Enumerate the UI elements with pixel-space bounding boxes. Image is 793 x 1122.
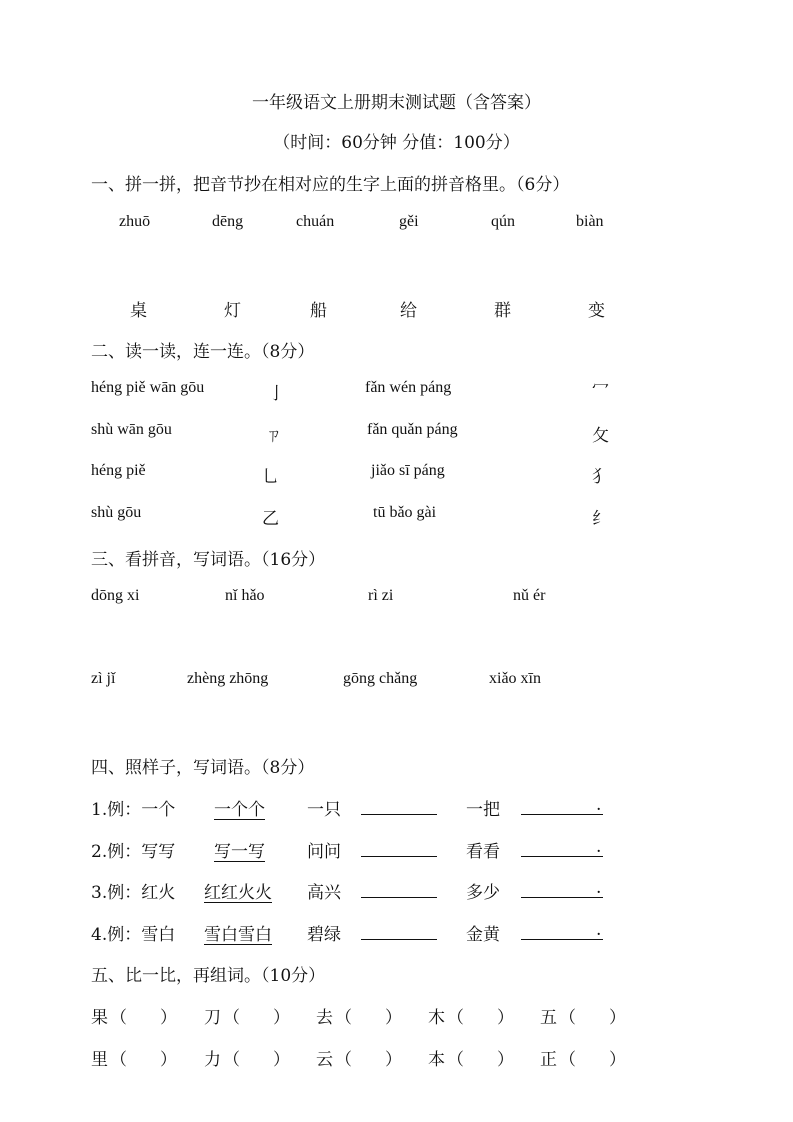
radical-pinyin-4: tū bǎo gài [373, 504, 437, 521]
compare-char-8: 云 [316, 1050, 333, 1070]
paren-open: （ [559, 1050, 576, 1070]
example-answer-3: 红红火火 [204, 883, 272, 903]
word-pinyin-6: zhèng zhōng [187, 670, 269, 687]
char-4: 给 [400, 301, 417, 321]
radical-pinyin-2: fǎn quǎn páng [367, 421, 458, 438]
paren-close: ） [497, 1050, 514, 1070]
char-5: 群 [494, 301, 511, 321]
section-1-heading: 一、拼一拼，把音节抄在相对应的生字上面的拼音格里。（6分） [91, 175, 570, 195]
paren-close: ） [160, 1050, 177, 1070]
section-4-heading: 四、照样子，写词语。（8分） [91, 758, 315, 778]
question-4b: 金黄 [466, 925, 500, 945]
paren-close: ） [273, 1008, 290, 1028]
example-1: 1.例：一个 [91, 800, 176, 820]
radical-2: 攵 [592, 426, 609, 446]
stroke-2: ㄗ [265, 426, 282, 446]
word-pinyin-4: nǔ ér [513, 587, 546, 604]
paren-close: ） [497, 1008, 514, 1028]
word-pinyin-7: gōng chǎng [343, 670, 418, 687]
word-pinyin-5: zì jǐ [91, 670, 116, 687]
answer-blank-2a[interactable] [361, 856, 437, 857]
answer-blank-3b[interactable] [521, 897, 603, 898]
radical-1: 冖 [592, 379, 609, 399]
answer-blank-3a[interactable] [361, 897, 437, 898]
word-pinyin-2: nǐ hǎo [225, 587, 265, 604]
question-3b: 多少 [466, 883, 500, 903]
paren-close: ） [609, 1050, 626, 1070]
answer-blank-4b[interactable] [521, 939, 603, 940]
paren-close: ） [273, 1050, 290, 1070]
paren-close: ） [160, 1008, 177, 1028]
stroke-pinyin-4: shù gōu [91, 504, 142, 521]
paren-open: （ [223, 1008, 240, 1028]
pinyin-2: dēng [212, 213, 244, 230]
pinyin-1: zhuō [119, 213, 151, 230]
pinyin-3: chuán [296, 213, 335, 230]
end-mark: . [596, 920, 602, 940]
question-1b: 一把 [466, 800, 500, 820]
compare-char-6: 里 [91, 1050, 108, 1070]
paren-open: （ [335, 1050, 352, 1070]
stroke-pinyin-1: héng piě wān gōu [91, 379, 205, 396]
exam-info: （时间：60分钟 分值：100分） [273, 133, 520, 153]
compare-char-5: 五 [540, 1008, 557, 1028]
question-1a: 一只 [307, 800, 341, 820]
pinyin-4: gěi [399, 213, 419, 230]
answer-blank-1a[interactable] [361, 814, 437, 815]
stroke-4: 乙 [262, 509, 279, 529]
answer-blank-1b[interactable] [521, 814, 603, 815]
question-3a: 高兴 [307, 883, 341, 903]
stroke-3: 乚 [262, 467, 279, 487]
char-1: 桌 [130, 301, 147, 321]
paren-open: （ [447, 1050, 464, 1070]
question-2b: 看看 [466, 842, 500, 862]
paren-open: （ [110, 1008, 127, 1028]
compare-char-9: 本 [428, 1050, 445, 1070]
radical-3: 犭 [592, 467, 609, 487]
example-answer-1: 一个个 [214, 800, 265, 820]
paren-close: ） [609, 1008, 626, 1028]
answer-blank-2b[interactable] [521, 856, 603, 857]
page-title: 一年级语文上册期末测试题（含答案） [252, 93, 541, 113]
answer-blank-4a[interactable] [361, 939, 437, 940]
stroke-pinyin-2: shù wān gōu [91, 421, 172, 438]
stroke-pinyin-3: héng piě [91, 462, 146, 479]
paren-open: （ [559, 1008, 576, 1028]
question-2a: 问问 [307, 842, 341, 862]
stroke-1: 亅 [268, 384, 285, 404]
paren-open: （ [110, 1050, 127, 1070]
paren-open: （ [223, 1050, 240, 1070]
compare-char-10: 正 [540, 1050, 557, 1070]
compare-char-2: 刀 [204, 1008, 221, 1028]
paren-close: ） [385, 1050, 402, 1070]
section-2-heading: 二、读一读，连一连。（8分） [91, 342, 315, 362]
char-3: 船 [310, 301, 327, 321]
compare-char-4: 木 [428, 1008, 445, 1028]
radical-pinyin-3: jiǎo sī páng [371, 462, 445, 479]
section-3-heading: 三、看拼音，写词语。（16分） [91, 550, 326, 570]
paren-open: （ [447, 1008, 464, 1028]
word-pinyin-3: rì zi [368, 587, 394, 604]
pinyin-5: qún [491, 213, 515, 230]
paren-open: （ [335, 1008, 352, 1028]
word-pinyin-8: xiǎo xīn [489, 670, 541, 687]
radical-pinyin-1: fǎn wén páng [365, 379, 452, 396]
example-4: 4.例：雪白 [91, 925, 176, 945]
pinyin-6: biàn [576, 213, 604, 230]
paren-close: ） [385, 1008, 402, 1028]
end-mark: . [596, 878, 602, 898]
end-mark: . [596, 795, 602, 815]
end-mark: . [596, 837, 602, 857]
example-3: 3.例：红火 [91, 883, 176, 903]
example-answer-4: 雪白雪白 [204, 925, 272, 945]
compare-char-7: 力 [204, 1050, 221, 1070]
char-6: 变 [588, 301, 605, 321]
radical-4: 纟 [592, 509, 609, 529]
compare-char-3: 去 [316, 1008, 333, 1028]
example-answer-2: 写一写 [214, 842, 265, 862]
compare-char-1: 果 [91, 1008, 108, 1028]
question-4a: 碧绿 [307, 925, 341, 945]
example-2: 2.例：写写 [91, 842, 176, 862]
word-pinyin-1: dōng xi [91, 587, 140, 604]
section-5-heading: 五、比一比，再组词。（10分） [91, 966, 326, 986]
char-2: 灯 [224, 301, 241, 321]
